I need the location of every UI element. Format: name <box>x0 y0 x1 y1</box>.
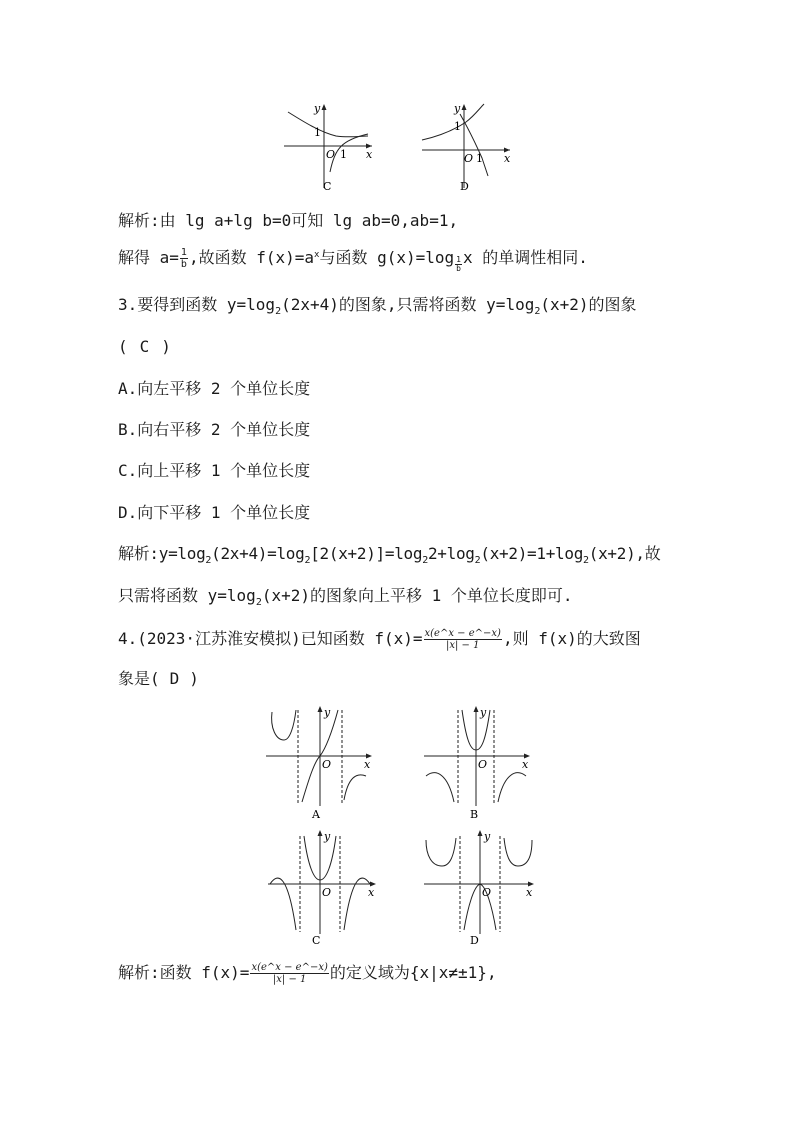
figure-top-d <box>418 100 518 195</box>
question4-stem-line2 <box>118 668 199 690</box>
question4-solution <box>118 962 497 985</box>
solution2-frac-a <box>180 247 188 270</box>
q3-sol-sub1: 2 <box>205 555 212 566</box>
question3-answer-line <box>118 336 171 358</box>
figure-q4-d <box>420 826 544 948</box>
q3-stem-a: 3.要得到函数 y=log <box>118 295 276 314</box>
fig-c-one-x: 1 <box>340 148 347 161</box>
frac-den: |x| − 1 <box>445 640 480 651</box>
q3-sol-sub5: 2 <box>583 555 589 566</box>
q4b-x-label: x <box>522 758 529 771</box>
q3-option-c: C.向上平移 1 个单位长度 <box>118 461 311 480</box>
fig-c-x-label: x <box>366 148 373 161</box>
figure-top-c <box>280 100 380 195</box>
q4c-caption: C <box>312 934 321 947</box>
q3-answer-open: ( <box>118 337 128 356</box>
q4-stem2-b: ) <box>189 669 199 688</box>
q4c-origin: O <box>322 886 332 899</box>
q3-solution-line2 <box>118 585 573 610</box>
frac-den: b <box>180 259 187 270</box>
q4-sol-frac <box>250 962 328 985</box>
q4b-y-label: y <box>480 706 487 719</box>
frac-num: x(e^x − e^−x) <box>424 628 501 639</box>
q3-sol-f: (x+2),故 <box>588 544 661 563</box>
q4c-y-label: y <box>324 830 331 843</box>
q3-option-b: B.向右平移 2 个单位长度 <box>118 420 311 439</box>
fig-c-y-label: y <box>314 102 321 115</box>
solution2-line1: 解析:由 lg a+lg b=0可知 lg ab=0,ab=1, <box>118 211 459 230</box>
figure-q4-c <box>264 826 384 948</box>
question3-stem <box>118 294 637 319</box>
fig-c-origin: O <box>326 148 336 161</box>
q4-frac <box>424 628 502 651</box>
q4c-x-label: x <box>368 886 375 899</box>
fig-d-x-label: x <box>504 152 511 165</box>
frac-num: x(e^x − e^−x) <box>251 962 328 973</box>
frac-den: b <box>456 264 461 273</box>
solution2-frac-log <box>455 256 462 273</box>
fig-d-one-y: 1 <box>454 120 461 133</box>
q3-sol2-a: 只需将函数 y=log <box>118 586 256 605</box>
q3-solution-line1 <box>118 543 660 568</box>
q3-sol-b: (2x+4)=log <box>211 544 305 563</box>
solution2-text-b: ,故函数 f(x)=a <box>188 248 315 267</box>
q4a-caption: A <box>312 808 320 821</box>
q3-stem-sub1: 2 <box>275 306 282 317</box>
q4b-origin: O <box>478 758 488 771</box>
q3-sol-e: (x+2)=1+log <box>480 544 584 563</box>
q4a-x-label: x <box>364 758 371 771</box>
frac-num: 1 <box>180 247 187 258</box>
q4d-x-label: x <box>526 886 533 899</box>
frac-num: 1 <box>456 255 461 264</box>
fig-c-caption: C <box>323 180 332 193</box>
q3-sol2-sub: 2 <box>255 597 262 608</box>
q4d-origin: O <box>482 886 492 899</box>
q3-sol-c: [2(x+2)]=log <box>310 544 423 563</box>
q4d-y-label: y <box>484 830 491 843</box>
solution2-text-c: 与函数 g(x)=log <box>319 248 455 267</box>
q4-answer: D <box>169 669 180 688</box>
solution2-sup: x <box>314 250 320 260</box>
q4-stem-a: 4.(2023·江苏淮安模拟)已知函数 f(x)= <box>118 629 423 648</box>
fig-d-caption: D <box>460 180 469 193</box>
q4a-y-label: y <box>324 706 331 719</box>
q3-sol-sub3: 2 <box>422 555 428 566</box>
frac-den: |x| − 1 <box>272 974 307 985</box>
solution2-text-a: 解得 a= <box>118 248 179 267</box>
fig-d-origin: O <box>464 152 474 165</box>
fig-c-one-y: 1 <box>314 126 321 139</box>
q4-stem2-a: 象是( <box>118 669 160 688</box>
q4-stem-b: ,则 f(x)的大致图 <box>502 629 641 648</box>
question4-stem <box>118 628 641 651</box>
q4-sol-a: 解析:函数 f(x)= <box>118 963 250 982</box>
q3-sol-sub2: 2 <box>304 555 311 566</box>
q3-stem-b: (2x+4)的图象,只需将函数 y=log <box>281 295 535 314</box>
q4d-caption: D <box>470 934 479 947</box>
q3-option-a: A.向左平移 2 个单位长度 <box>118 379 311 398</box>
q4a-origin: O <box>322 758 332 771</box>
figure-q4-b <box>420 702 540 824</box>
fig-d-one-x: 1 <box>476 152 483 165</box>
q3-option-d: D.向下平移 1 个单位长度 <box>118 503 311 522</box>
q3-stem-sub2: 2 <box>534 306 541 317</box>
figure-q4-a <box>262 702 382 824</box>
solution2-text-d: x 的单调性相同. <box>462 248 588 267</box>
q3-answer-close: ) <box>161 337 171 356</box>
q3-sol2-b: (x+2)的图象向上平移 1 个单位长度即可. <box>261 586 573 605</box>
q3-answer: C <box>139 337 150 356</box>
q3-sol-sub4: 2 <box>474 555 481 566</box>
q3-sol-d: 2+log <box>427 544 475 563</box>
fig-d-y-label: y <box>454 102 461 115</box>
q3-stem-c: (x+2)的图象 <box>540 295 637 314</box>
q4b-caption: B <box>470 808 479 821</box>
q4-sol-b: 的定义域为{x|x≠±1}, <box>329 963 497 982</box>
solution2-line2 <box>118 247 588 272</box>
q3-sol-a: 解析:y=log <box>118 544 206 563</box>
